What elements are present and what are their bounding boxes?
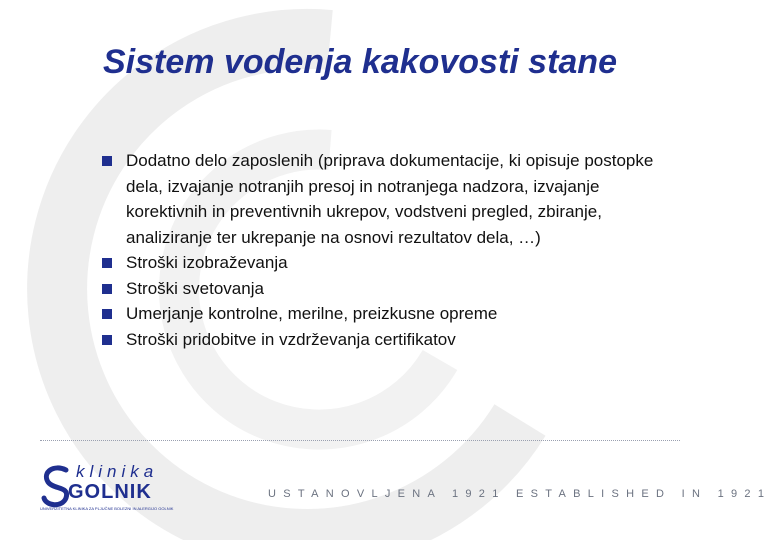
bullet-list <box>100 148 660 352</box>
square-bullet-icon <box>102 156 112 166</box>
list-item <box>100 327 660 353</box>
footer-tagline: USTANOVLJENA 1921 ESTABLISHED IN 1921 <box>268 488 771 500</box>
list-item <box>100 276 660 302</box>
list-item <box>100 148 660 250</box>
list-item-text: Umerjanje kontrolne, merilne, preizkusne opreme <box>126 304 498 323</box>
list-item-text: Stroški pridobitve in vzdrževanja certifikatov <box>126 329 456 349</box>
list-item-text: Stroški izobraževanja <box>126 253 288 272</box>
list-item-text: Dodatno delo zaposlenih (priprava dokumentacije, ki opisuje postopke dela, izvajanje notranjih presoj in notranjega nadzora, izvajanje korektivnih in preventivnih ukrepov, vodstveni pregled, zbiranje, analiziranje ter ukrepanje na osnovi rezultatov dela, …) <box>126 151 654 247</box>
list-item <box>100 250 660 276</box>
square-bullet-icon <box>102 309 112 319</box>
list-item-text: Stroški svetovanja <box>126 278 264 298</box>
square-bullet-icon <box>102 258 112 268</box>
square-bullet-icon <box>102 284 112 294</box>
golnik-logo <box>40 462 180 514</box>
list-item <box>100 301 660 327</box>
footer-divider <box>40 440 680 441</box>
logo-golnik-text: GOLNIK <box>68 481 152 503</box>
square-bullet-icon <box>102 335 112 345</box>
logo-klinika-text: klinika <box>76 462 159 481</box>
logo-subtitle: UNIVERZITETNA KLINIKA ZA PLJUČNE BOLEZNI IN ALERGIJO GOLNIK <box>40 506 174 511</box>
slide-title: Sistem vodenja kakovosti stane <box>103 42 617 81</box>
